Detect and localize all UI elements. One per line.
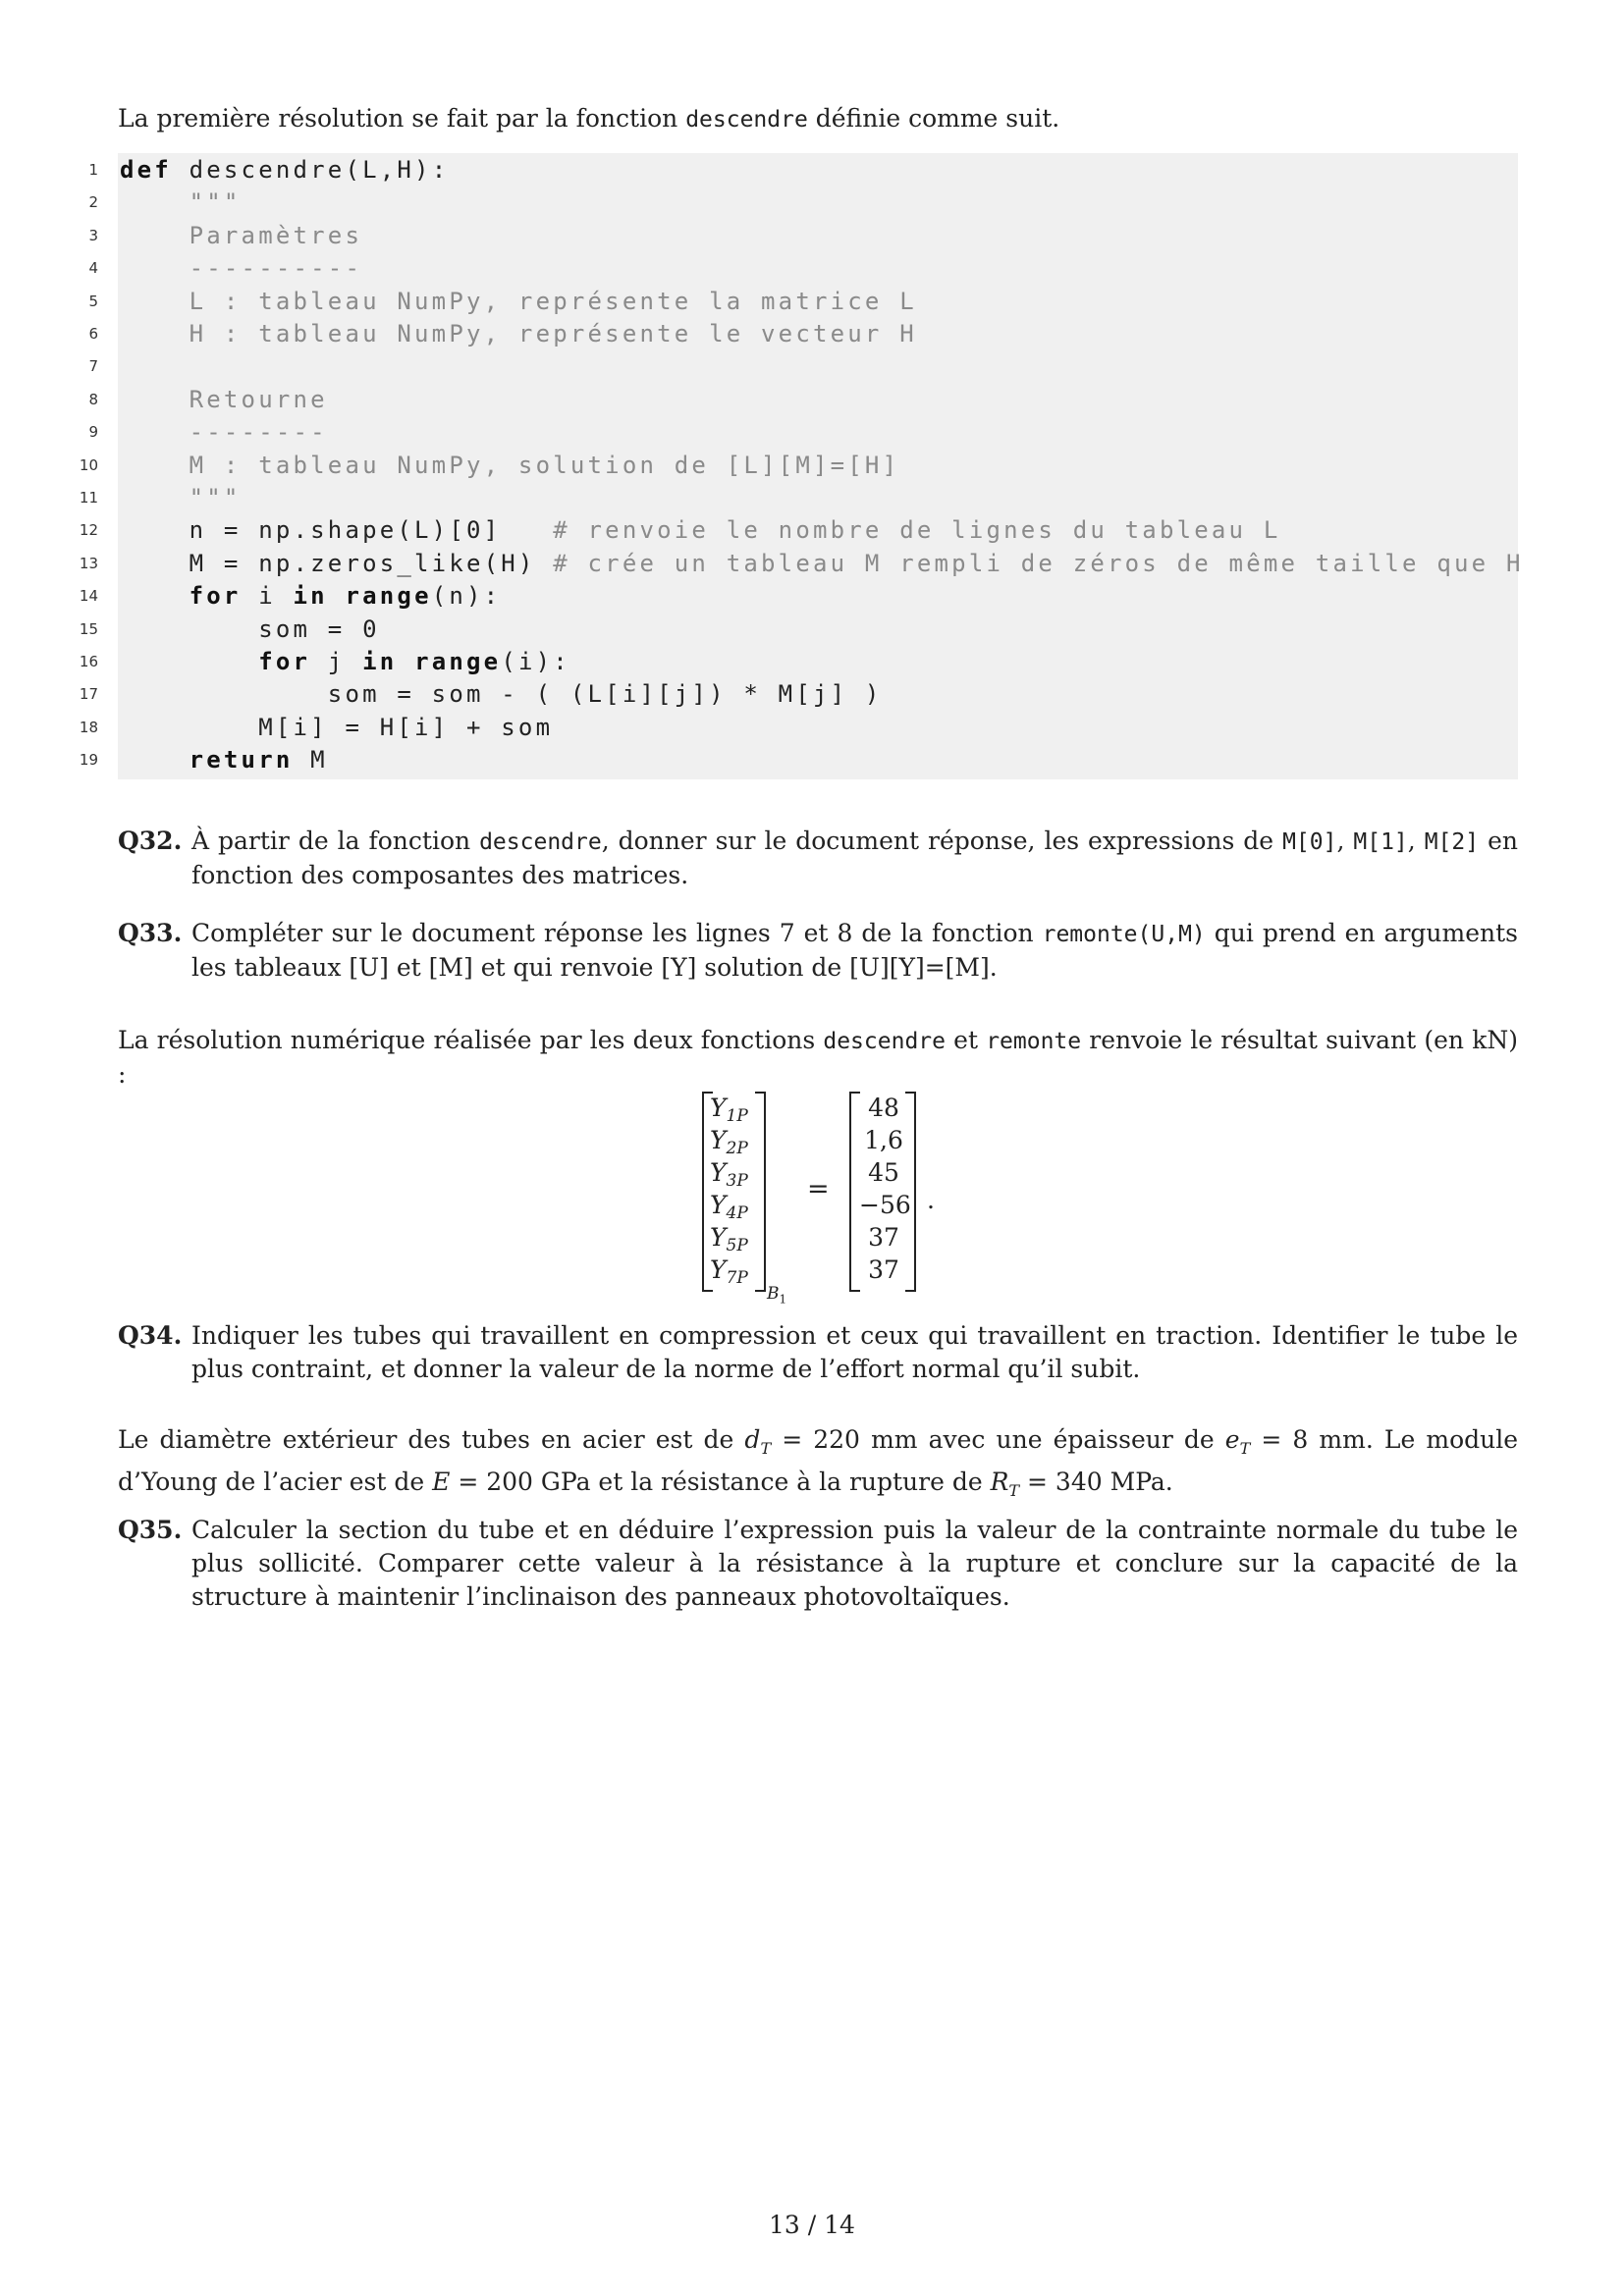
- result-matrix-equation: [702, 1092, 1095, 1308]
- code-token: [120, 746, 189, 774]
- values-vector: [859, 1092, 911, 1286]
- line-number: 17: [79, 685, 98, 704]
- unknown-entry: $Y_{7P}$: [710, 1255, 748, 1288]
- code-text: [120, 416, 328, 449]
- code-text: [120, 514, 1281, 547]
- code-token: (n):: [431, 582, 502, 611]
- code-keyword: return: [189, 746, 294, 774]
- code-line: [88, 187, 1518, 219]
- code-comment: """: [120, 484, 242, 511]
- code-line: [88, 154, 1518, 187]
- line-number: 10: [79, 455, 98, 474]
- code-keyword: in: [362, 648, 398, 675]
- code-line: [79, 744, 1518, 776]
- code-line: [88, 220, 1518, 252]
- code-text: [120, 712, 553, 744]
- code-keyword: for: [258, 648, 311, 675]
- code-keyword: range: [414, 648, 502, 675]
- value-entry: −56: [859, 1191, 911, 1219]
- line-number: 7: [88, 357, 98, 376]
- line-number: 1: [88, 161, 98, 179]
- code-token: som = som - ( (L[i][j]) * M[j] ): [120, 680, 883, 709]
- period: .: [927, 1186, 935, 1214]
- value-entry: 37: [868, 1223, 899, 1252]
- q33-text: qui prend en arguments les tableaux [U] et [M] et qui renvoie [Y] solution de [U][Y]=[M].: [191, 919, 1518, 982]
- q32-text: , donner sur le document réponse, les expressions de: [601, 827, 1283, 855]
- code-line: [79, 450, 1518, 482]
- value-entry: 1,6: [864, 1126, 903, 1154]
- q32-text: À partir de la fonction: [191, 827, 480, 855]
- code-token: descendre(L,H):: [171, 156, 450, 184]
- code-comment: ----------: [120, 254, 363, 283]
- line-number: 5: [88, 292, 98, 310]
- code-line: [79, 482, 1518, 514]
- code-line: [88, 318, 1518, 350]
- code-token: [328, 582, 346, 610]
- code-line: [79, 646, 1518, 678]
- line-number: 18: [79, 718, 98, 736]
- inline-code: remonte(U,M): [1042, 922, 1206, 947]
- question-q34: [118, 1319, 1518, 1386]
- code-comment: L : tableau NumPy, représente la matrice L: [120, 287, 917, 315]
- intro-text-end: définie comme suit.: [807, 104, 1060, 133]
- unknown-entry: $Y_{4P}$: [710, 1191, 748, 1223]
- result-text: renvoie le résultat suivant (en kN) :: [118, 1026, 1518, 1089]
- code-token: n = np.shape(L)[0]: [120, 516, 554, 545]
- code-line: [79, 548, 1524, 580]
- inline-code-descendre: descendre: [685, 107, 808, 133]
- line-number: 19: [79, 751, 98, 770]
- code-text: [120, 187, 242, 219]
- code-line: [88, 286, 1518, 318]
- page-number: 13 / 14: [769, 2211, 855, 2239]
- question-label: Q35.: [118, 1516, 183, 1544]
- code-text: [120, 744, 328, 776]
- code-line: [79, 514, 1518, 547]
- code-text: [120, 286, 917, 318]
- result-text: et: [945, 1026, 987, 1054]
- code-token: M[i] = H[i] + som: [120, 713, 554, 741]
- code-token: [120, 582, 189, 610]
- code-line: [79, 712, 1518, 744]
- code-line: [88, 384, 1518, 416]
- code-line: [79, 678, 1518, 711]
- line-number: 2: [88, 193, 98, 212]
- code-comment: """: [120, 188, 242, 217]
- value-entry: 45: [868, 1158, 899, 1187]
- value-entry: 48: [868, 1094, 899, 1122]
- unknowns-vector: [710, 1092, 748, 1286]
- code-token: j: [310, 648, 363, 675]
- code-keyword: def: [120, 156, 172, 184]
- code-text: [120, 482, 242, 514]
- q34-text: Indiquer les tubes qui travaillent en compression et ceux qui travaillent en traction. Identifier le tube le plus contraint, et donner la valeur de la norme de l’effort normal qu’il subit.: [191, 1321, 1518, 1383]
- inline-code: descendre: [823, 1029, 946, 1054]
- unknown-entry: $Y_{1P}$: [710, 1094, 748, 1126]
- code-text: [120, 646, 570, 678]
- code-token: (i):: [501, 648, 570, 675]
- code-comment: Paramètres: [120, 221, 363, 249]
- question-label: Q34.: [118, 1321, 183, 1350]
- value-entry: 37: [868, 1255, 899, 1284]
- code-token: i: [241, 582, 294, 611]
- unknown-entry: $Y_{2P}$: [710, 1126, 748, 1158]
- left-bracket-close: [755, 1092, 766, 1292]
- q32-text: en fonction des composantes des matrices.: [191, 827, 1518, 889]
- basis-label: $B_1$: [767, 1284, 787, 1307]
- code-comment: --------: [120, 418, 328, 447]
- intro-text: La première résolution se fait par la fonction: [118, 104, 686, 133]
- right-bracket-close: [905, 1092, 916, 1292]
- inline-code: M[0]: [1282, 829, 1337, 855]
- result-text: La résolution numérique réalisée par les deux fonctions: [118, 1026, 824, 1054]
- unknown-entry: $Y_{3P}$: [710, 1158, 748, 1191]
- code-line: [88, 252, 1518, 285]
- separator: ,: [1407, 827, 1425, 855]
- code-text: [120, 252, 362, 285]
- unknown-entry: $Y_{5P}$: [710, 1223, 748, 1255]
- code-text: [120, 548, 1524, 580]
- intro-paragraph: [118, 102, 1518, 136]
- code-text: [120, 384, 328, 416]
- q33-text: Compléter sur le document réponse les lignes 7 et 8 de la fonction: [191, 919, 1043, 947]
- code-line: [88, 416, 1518, 449]
- line-number: 4: [88, 259, 98, 278]
- code-text: [120, 678, 883, 711]
- code-token: M = np.zeros_like(H): [120, 549, 554, 577]
- question-q35: [118, 1514, 1518, 1614]
- code-line: [79, 614, 1518, 646]
- result-paragraph: [118, 1024, 1518, 1092]
- line-number: 12: [79, 521, 98, 540]
- code-line: [79, 580, 1518, 613]
- line-number: 14: [79, 587, 98, 606]
- code-keyword: range: [345, 582, 432, 611]
- tubes-paragraph: Le diamètre extérieur des tubes en acier est de $d_T = 220$ mm avec une épaisseur de $e_T = 8$ mm. Le module d’Young de l’acier est de E = 200 GPa et la résistance à la rupture de $R_T = 340$ MPa.: [118, 1425, 1519, 1500]
- inline-code: descendre: [479, 829, 602, 855]
- code-keyword: in: [293, 582, 328, 611]
- code-text: [120, 580, 501, 613]
- question-label: Q33.: [118, 919, 183, 947]
- inline-code: M[2]: [1424, 829, 1480, 855]
- code-comment: H : tableau NumPy, représente le vecteur H: [120, 320, 917, 347]
- equals-sign: =: [807, 1174, 830, 1204]
- code-text: [120, 318, 917, 350]
- code-token: M: [293, 746, 328, 774]
- code-text: [120, 220, 362, 252]
- inline-code: remonte: [986, 1029, 1082, 1054]
- code-keyword: for: [189, 582, 242, 611]
- line-number: 8: [88, 390, 98, 408]
- line-number: 3: [88, 226, 98, 244]
- line-number: 11: [79, 489, 98, 507]
- question-q33: [118, 917, 1518, 985]
- code-comment: # renvoie le nombre de lignes du tableau L: [553, 516, 1281, 545]
- code-comment: # crée un tableau M rempli de zéros de même taille que H: [553, 549, 1524, 577]
- code-token: som = 0: [120, 614, 380, 643]
- code-text: [120, 154, 449, 187]
- code-text: [120, 450, 899, 482]
- line-number: 15: [79, 619, 98, 638]
- line-number: 6: [88, 325, 98, 343]
- code-text: [120, 614, 380, 646]
- question-label: Q32.: [118, 827, 183, 855]
- question-q32: [118, 825, 1518, 892]
- code-token: [120, 648, 258, 675]
- separator: ,: [1336, 827, 1354, 855]
- line-number: 16: [79, 653, 98, 670]
- inline-code: M[1]: [1353, 829, 1408, 855]
- code-line: [88, 350, 1518, 383]
- q35-text: Calculer la section du tube et en déduire l’expression puis la valeur de la contrainte normale du tube le plus sollicité. Comparer cette valeur à la résistance à la rupture et conclure sur la capacité de la structure à maintenir l’inclinaison des panneaux photovoltaïques.: [191, 1516, 1518, 1611]
- code-token: [397, 648, 414, 675]
- line-number: 9: [88, 423, 98, 442]
- code-comment: Retourne: [120, 385, 328, 413]
- line-number: 13: [79, 554, 98, 572]
- code-comment: M : tableau NumPy, solution de [L][M]=[H]: [120, 451, 900, 479]
